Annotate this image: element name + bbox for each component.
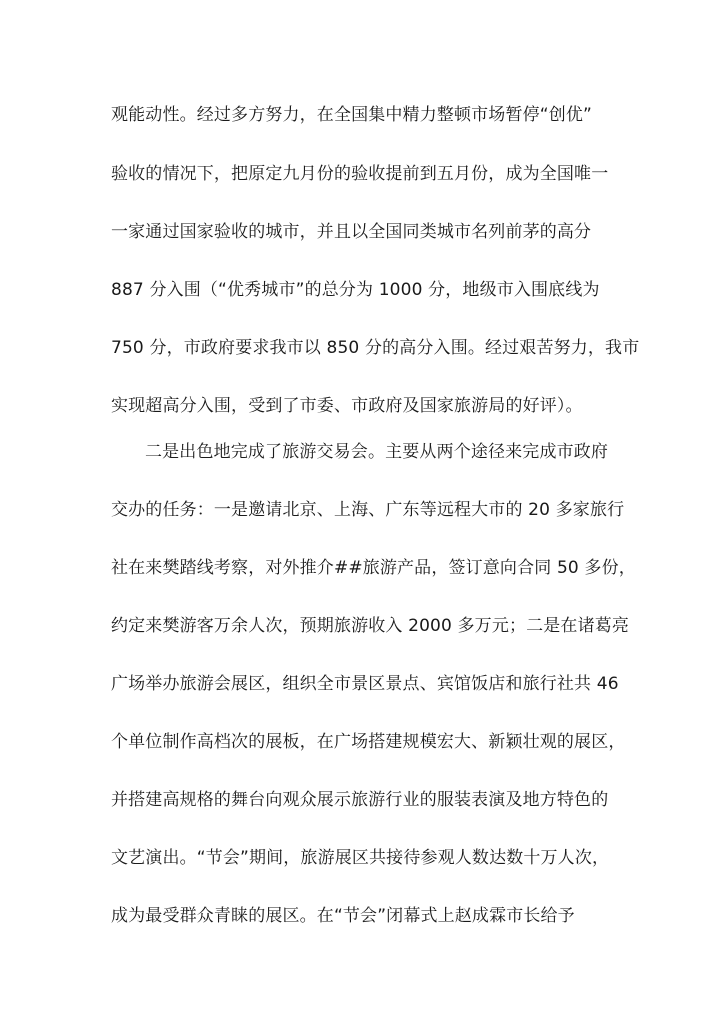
text-line: 验收的情况下，把原定九月份的验收提前到五月份，成为全国唯一: [111, 164, 609, 184]
paragraph-first-line: 二是出色地完成了旅游交易会。主要从两个途径来完成市政府: [145, 442, 609, 462]
text-line: 一家通过国家验收的城市，并且以全国同类城市名列前茅的高分: [111, 222, 592, 242]
text-line: 个单位制作高档次的展板，在广场搭建规模宏大、新颖壮观的展区，: [111, 732, 626, 752]
text-line: 观能动性。经过多方努力，在全国集中精力整顿市场暂停“创优”: [111, 105, 592, 125]
text-line: 交办的任务：一是邀请北京、上海、广东等远程大市的 20 多家旅行: [111, 500, 625, 520]
text-line: 并搭建高规格的舞台向观众展示旅游行业的服装表演及地方特色的: [111, 790, 609, 810]
text-line: 社在来樊踏线考察，对外推介##旅游产品，签订意向合同 50 多份，: [111, 558, 636, 578]
text-line: 约定来樊游客万余人次，预期旅游收入 2000 多万元；二是在诸葛亮: [111, 616, 630, 636]
text-line: 实现超高分入围，受到了市委、市政府及国家旅游局的好评）。: [111, 396, 583, 416]
text-line: 750 分，市政府要求我市以 850 分的高分入围。经过艰苦努力，我市: [111, 338, 640, 358]
text-line: 广场举办旅游会展区，组织全市景区景点、宾馆饭店和旅行社共 46: [111, 674, 619, 694]
text-line: 887 分入围（“优秀城市”的总分为 1000 分，地级市入围底线为: [111, 280, 600, 300]
text-line: 成为最受群众青睐的展区。在“节会”闭幕式上赵成霖市长给予: [111, 906, 575, 926]
text-line: 文艺演出。“节会”期间，旅游展区共接待参观人数达数十万人次，: [111, 848, 610, 868]
